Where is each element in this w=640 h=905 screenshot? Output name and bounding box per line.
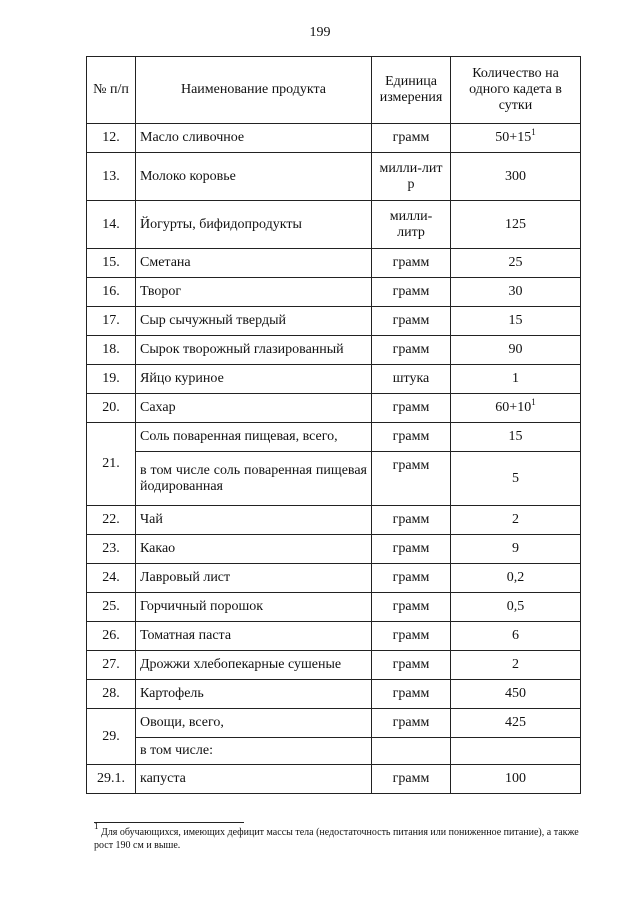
row-name: Картофель <box>136 680 372 709</box>
row-unit: грамм <box>372 249 451 278</box>
row-qty: 1 <box>451 365 581 394</box>
footnote-ref: 1 <box>531 127 536 137</box>
row-qty: 2 <box>451 506 581 535</box>
table-row <box>87 394 581 423</box>
table-row <box>87 423 581 452</box>
row-name: капуста <box>136 765 372 794</box>
footnote <box>94 821 594 852</box>
row-qty: 125 <box>451 201 581 249</box>
row-name: в том числе соль поваренная пищевая йодированная <box>136 452 372 506</box>
row-unit: грамм <box>372 124 451 153</box>
row-qty: 100 <box>451 765 581 794</box>
header-unit: Единица измерения <box>372 57 451 124</box>
row-name: Дрожжи хлебопекарные сушеные <box>136 651 372 680</box>
row-name: Масло сливочное <box>136 124 372 153</box>
header-qty: Количество на одного кадета в сутки <box>451 57 581 124</box>
header-num: № п/п <box>87 57 136 124</box>
row-qty: 5 <box>451 452 581 506</box>
row-unit: грамм <box>372 622 451 651</box>
table-row <box>87 709 581 738</box>
row-num: 29.1. <box>87 765 136 794</box>
row-num: 16. <box>87 278 136 307</box>
row-unit: грамм <box>372 709 451 738</box>
row-num: 17. <box>87 307 136 336</box>
row-num: 23. <box>87 535 136 564</box>
row-unit: грамм <box>372 278 451 307</box>
row-unit: грамм <box>372 651 451 680</box>
row-qty: 425 <box>451 709 581 738</box>
row-qty: 0,5 <box>451 593 581 622</box>
row-unit: милли-литр <box>372 201 451 249</box>
row-unit: грамм <box>372 564 451 593</box>
qty-value: 60+10 <box>495 400 532 415</box>
table-row <box>87 506 581 535</box>
row-unit: грамм <box>372 394 451 423</box>
row-num: 28. <box>87 680 136 709</box>
row-name: Йогурты, бифидопродукты <box>136 201 372 249</box>
table-row <box>87 278 581 307</box>
row-unit: грамм <box>372 452 451 506</box>
row-unit: грамм <box>372 765 451 794</box>
header-name: Наименование продукта <box>136 57 372 124</box>
table-row <box>87 336 581 365</box>
table-row <box>87 765 581 794</box>
row-unit: штука <box>372 365 451 394</box>
row-qty: 300 <box>451 153 581 201</box>
table-row <box>87 680 581 709</box>
qty-value: 50+15 <box>495 130 532 145</box>
row-name: Чай <box>136 506 372 535</box>
row-name: Сметана <box>136 249 372 278</box>
row-num: 13. <box>87 153 136 201</box>
row-unit <box>372 738 451 765</box>
footnote-ref: 1 <box>531 397 536 407</box>
row-name: Сахар <box>136 394 372 423</box>
row-qty: 15 <box>451 423 581 452</box>
row-num: 19. <box>87 365 136 394</box>
row-qty <box>451 394 581 423</box>
row-num: 14. <box>87 201 136 249</box>
row-unit: грамм <box>372 535 451 564</box>
row-num: 18. <box>87 336 136 365</box>
row-name: Какао <box>136 535 372 564</box>
table-row <box>87 307 581 336</box>
row-unit: грамм <box>372 593 451 622</box>
row-qty: 9 <box>451 535 581 564</box>
row-num: 20. <box>87 394 136 423</box>
row-num: 29. <box>87 709 136 765</box>
row-name: Овощи, всего, <box>136 709 372 738</box>
row-name: Томатная паста <box>136 622 372 651</box>
row-unit: грамм <box>372 506 451 535</box>
table-row <box>87 201 581 249</box>
row-num: 15. <box>87 249 136 278</box>
row-num: 12. <box>87 124 136 153</box>
row-num: 25. <box>87 593 136 622</box>
row-name: Яйцо куриное <box>136 365 372 394</box>
table-row <box>87 124 581 153</box>
row-name: Горчичный порошок <box>136 593 372 622</box>
row-name: Соль поваренная пищевая, всего, <box>136 423 372 452</box>
row-qty <box>451 738 581 765</box>
row-unit: грамм <box>372 423 451 452</box>
row-qty: 90 <box>451 336 581 365</box>
table-row <box>87 738 581 765</box>
table-header-row <box>87 57 581 124</box>
row-qty: 0,2 <box>451 564 581 593</box>
row-num: 22. <box>87 506 136 535</box>
row-num: 21. <box>87 423 136 506</box>
row-qty: 450 <box>451 680 581 709</box>
row-qty: 15 <box>451 307 581 336</box>
footnote-marker: 1 <box>94 821 99 831</box>
table-row <box>87 651 581 680</box>
row-name: Творог <box>136 278 372 307</box>
food-norms-table <box>86 56 581 794</box>
row-name: в том числе: <box>136 738 372 765</box>
row-qty: 6 <box>451 622 581 651</box>
row-name: Лавровый лист <box>136 564 372 593</box>
row-unit: грамм <box>372 336 451 365</box>
row-num: 26. <box>87 622 136 651</box>
table-row <box>87 622 581 651</box>
row-qty <box>451 124 581 153</box>
row-num: 27. <box>87 651 136 680</box>
footnote-divider <box>94 822 244 823</box>
row-qty: 25 <box>451 249 581 278</box>
table-row <box>87 153 581 201</box>
row-unit: грамм <box>372 307 451 336</box>
table-row <box>87 564 581 593</box>
table-row <box>87 535 581 564</box>
row-name: Сыр сычужный твердый <box>136 307 372 336</box>
footnote-text: Для обучающихся, имеющих дефицит массы тела (недостаточность питания или пониженное питание), а также рост 190 см и выше. <box>94 827 579 851</box>
table-row <box>87 593 581 622</box>
row-name: Молоко коровье <box>136 153 372 201</box>
table-row <box>87 249 581 278</box>
row-unit: милли-литр <box>372 153 451 201</box>
row-name: Сырок творожный глазированный <box>136 336 372 365</box>
row-qty: 30 <box>451 278 581 307</box>
page-number: 199 <box>309 25 331 40</box>
row-num: 24. <box>87 564 136 593</box>
table-row <box>87 452 581 506</box>
table-row <box>87 365 581 394</box>
row-qty: 2 <box>451 651 581 680</box>
row-unit: грамм <box>372 680 451 709</box>
